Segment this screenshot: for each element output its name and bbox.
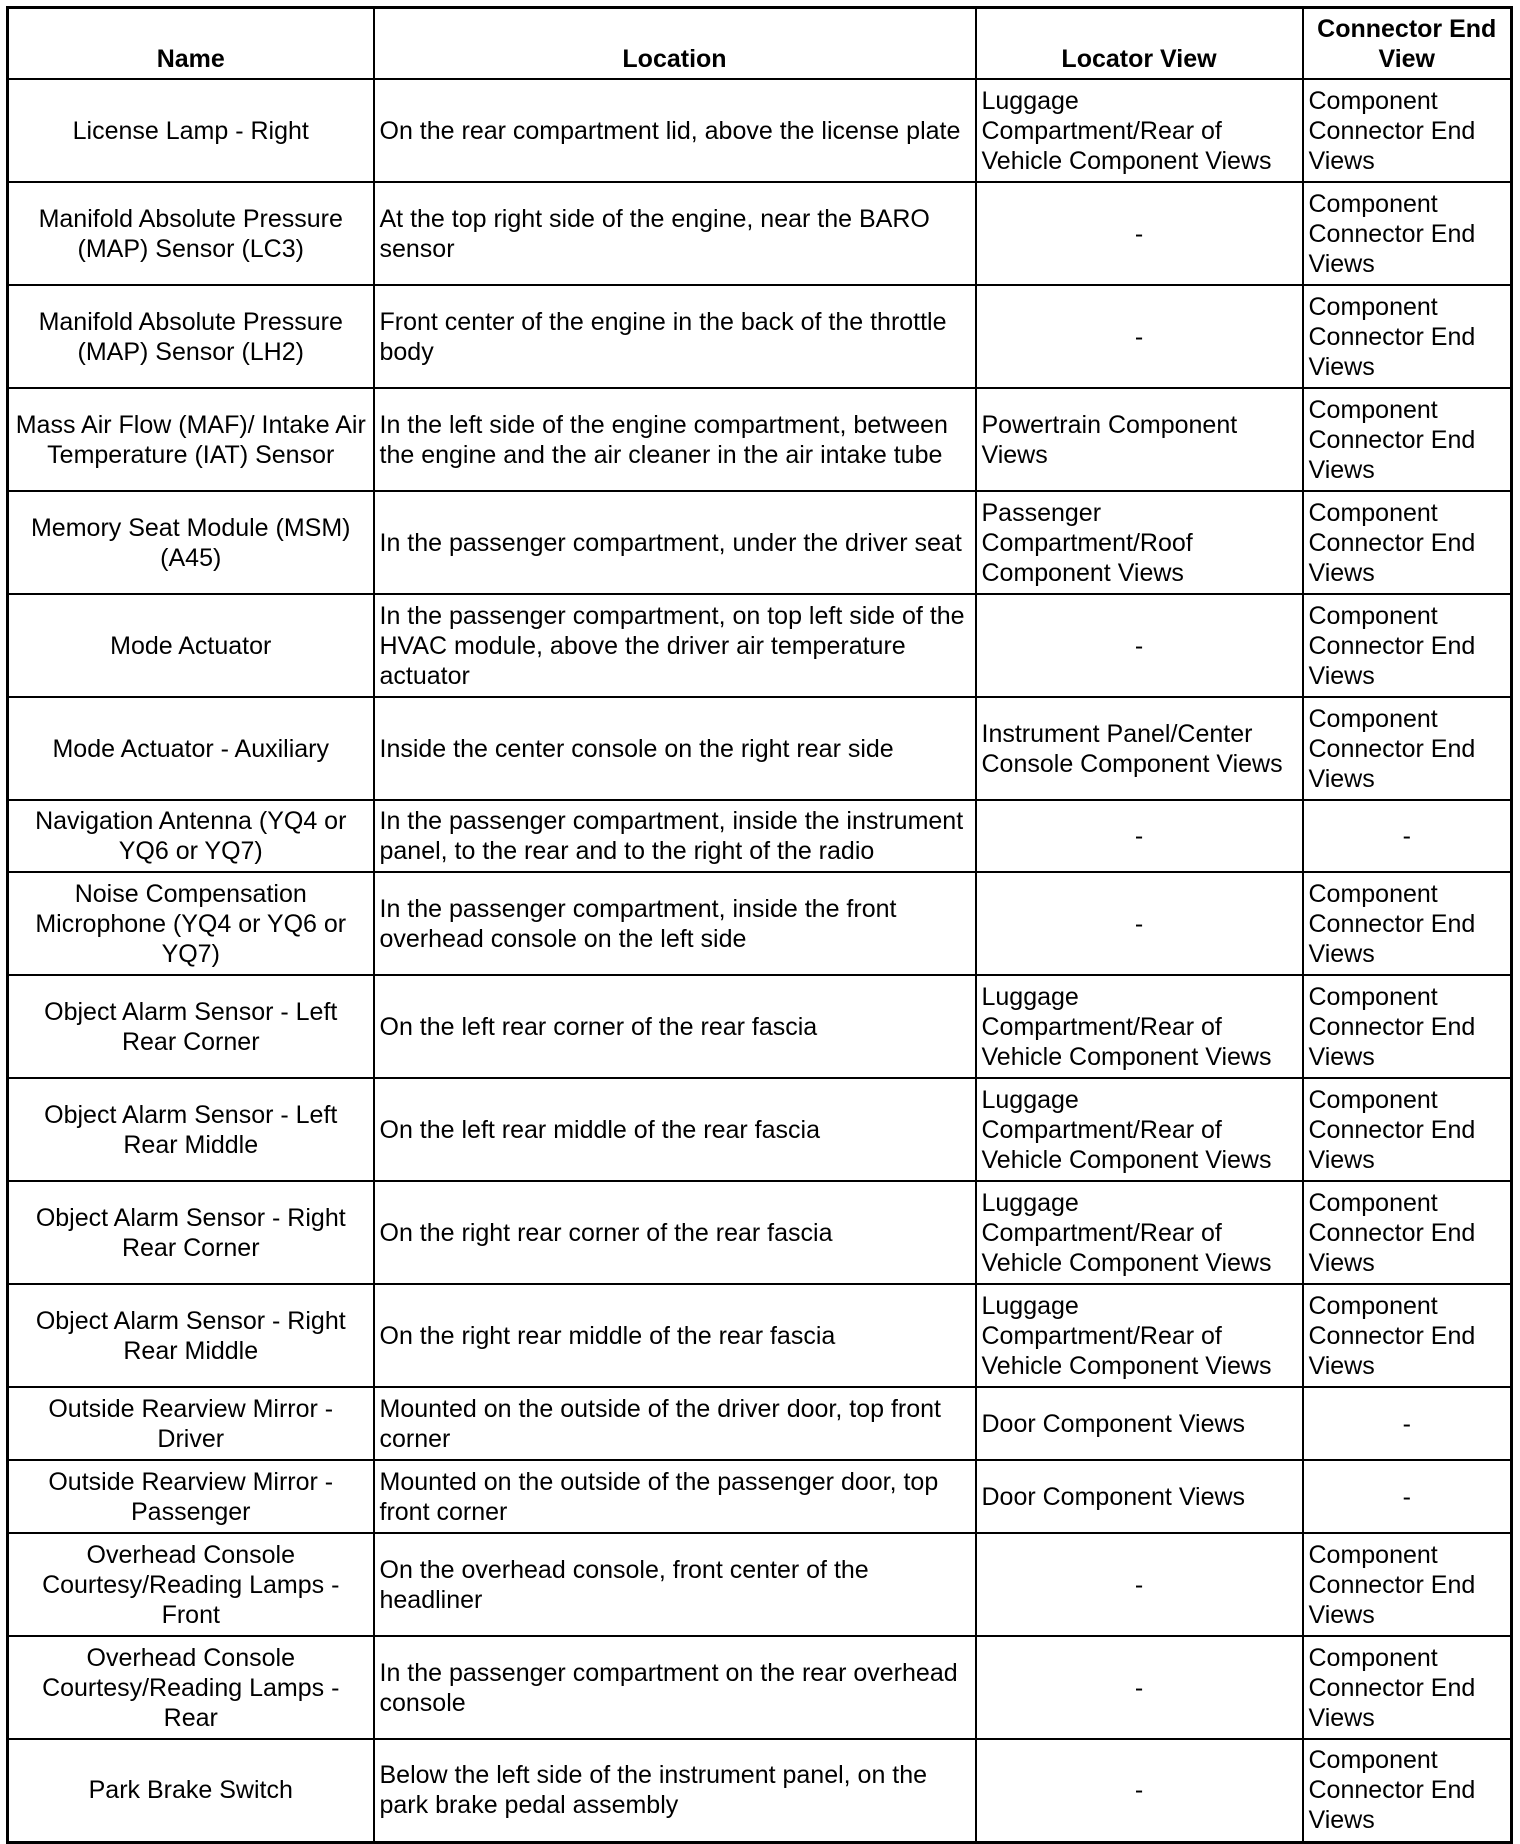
row-location-cell: In the passenger compartment, inside the front overhead console on the left side — [374, 872, 976, 975]
row-locator-view-cell: - — [976, 285, 1303, 388]
row-connector-end-view-cell: - — [1303, 800, 1512, 872]
table-row — [8, 1284, 1512, 1387]
row-location-cell: On the right rear middle of the rear fascia — [374, 1284, 976, 1387]
row-location-cell: Mounted on the outside of the driver door, top front corner — [374, 1387, 976, 1460]
row-connector-end-view-cell: Component Connector End Views — [1303, 1636, 1512, 1739]
row-name-cell: Manifold Absolute Pressure (MAP) Sensor (LC3) — [8, 182, 374, 285]
table-row — [8, 800, 1512, 872]
row-locator-view-cell: Luggage Compartment/Rear of Vehicle Component Views — [976, 1284, 1303, 1387]
table-row — [8, 182, 1512, 285]
row-connector-end-view-cell: Component Connector End Views — [1303, 1533, 1512, 1636]
row-name-cell: Mass Air Flow (MAF)/ Intake Air Temperature (IAT) Sensor — [8, 388, 374, 491]
row-name-cell: License Lamp - Right — [8, 79, 374, 182]
row-locator-view-cell: Door Component Views — [976, 1387, 1303, 1460]
row-name-cell: Mode Actuator - Auxiliary — [8, 697, 374, 800]
row-location-cell: In the passenger compartment, under the driver seat — [374, 491, 976, 594]
row-name-cell: Navigation Antenna (YQ4 or YQ6 or YQ7) — [8, 800, 374, 872]
row-locator-view-cell: - — [976, 182, 1303, 285]
header-row — [8, 8, 1512, 80]
row-name-cell: Object Alarm Sensor - Right Rear Corner — [8, 1181, 374, 1284]
row-location-cell: On the overhead console, front center of the headliner — [374, 1533, 976, 1636]
row-name-cell: Manifold Absolute Pressure (MAP) Sensor (LH2) — [8, 285, 374, 388]
row-connector-end-view-cell: Component Connector End Views — [1303, 1284, 1512, 1387]
table-row — [8, 1387, 1512, 1460]
row-location-cell: In the passenger compartment on the rear overhead console — [374, 1636, 976, 1739]
row-locator-view-cell: Door Component Views — [976, 1460, 1303, 1533]
row-name-cell: Object Alarm Sensor - Left Rear Middle — [8, 1078, 374, 1181]
table-row — [8, 594, 1512, 697]
component-locator-table-wrap — [6, 6, 1513, 1844]
row-locator-view-cell: - — [976, 800, 1303, 872]
row-name-cell: Outside Rearview Mirror - Driver — [8, 1387, 374, 1460]
header-connector-end-view: Connector End View — [1303, 8, 1512, 80]
table-row — [8, 1078, 1512, 1181]
row-name-cell: Outside Rearview Mirror - Passenger — [8, 1460, 374, 1533]
row-connector-end-view-cell: - — [1303, 1387, 1512, 1460]
row-location-cell: On the left rear middle of the rear fascia — [374, 1078, 976, 1181]
table-row — [8, 285, 1512, 388]
table-row — [8, 1739, 1512, 1842]
row-locator-view-cell: Passenger Compartment/Roof Component Views — [976, 491, 1303, 594]
row-locator-view-cell: - — [976, 872, 1303, 975]
row-name-cell: Memory Seat Module (MSM) (A45) — [8, 491, 374, 594]
table-row — [8, 1533, 1512, 1636]
row-connector-end-view-cell: Component Connector End Views — [1303, 285, 1512, 388]
table-row — [8, 79, 1512, 182]
row-connector-end-view-cell: Component Connector End Views — [1303, 79, 1512, 182]
row-location-cell: On the rear compartment lid, above the license plate — [374, 79, 976, 182]
row-location-cell: On the right rear corner of the rear fascia — [374, 1181, 976, 1284]
row-name-cell: Mode Actuator — [8, 594, 374, 697]
row-connector-end-view-cell: Component Connector End Views — [1303, 975, 1512, 1078]
row-connector-end-view-cell: Component Connector End Views — [1303, 697, 1512, 800]
row-location-cell: Mounted on the outside of the passenger door, top front corner — [374, 1460, 976, 1533]
row-connector-end-view-cell: Component Connector End Views — [1303, 594, 1512, 697]
row-location-cell: At the top right side of the engine, near the BARO sensor — [374, 182, 976, 285]
row-connector-end-view-cell: - — [1303, 1460, 1512, 1533]
row-name-cell: Noise Compensation Microphone (YQ4 or YQ6 or YQ7) — [8, 872, 374, 975]
table-row — [8, 975, 1512, 1078]
table-row — [8, 491, 1512, 594]
table-row — [8, 1460, 1512, 1533]
header-name: Name — [8, 8, 374, 80]
row-locator-view-cell: Instrument Panel/Center Console Component Views — [976, 697, 1303, 800]
row-locator-view-cell: - — [976, 594, 1303, 697]
row-locator-view-cell: - — [976, 1533, 1303, 1636]
header-locator-view: Locator View — [976, 8, 1303, 80]
row-connector-end-view-cell: Component Connector End Views — [1303, 1078, 1512, 1181]
row-locator-view-cell: Luggage Compartment/Rear of Vehicle Component Views — [976, 1181, 1303, 1284]
table-row — [8, 697, 1512, 800]
header-location: Location — [374, 8, 976, 80]
row-locator-view-cell: Luggage Compartment/Rear of Vehicle Component Views — [976, 79, 1303, 182]
row-locator-view-cell: Powertrain Component Views — [976, 388, 1303, 491]
table-row — [8, 1181, 1512, 1284]
row-name-cell: Object Alarm Sensor - Right Rear Middle — [8, 1284, 374, 1387]
row-name-cell: Object Alarm Sensor - Left Rear Corner — [8, 975, 374, 1078]
table-row — [8, 1636, 1512, 1739]
row-location-cell: Inside the center console on the right rear side — [374, 697, 976, 800]
row-location-cell: Front center of the engine in the back of the throttle body — [374, 285, 976, 388]
row-location-cell: Below the left side of the instrument panel, on the park brake pedal assembly — [374, 1739, 976, 1842]
row-location-cell: In the passenger compartment, inside the instrument panel, to the rear and to the right of the radio — [374, 800, 976, 872]
row-location-cell: On the left rear corner of the rear fascia — [374, 975, 976, 1078]
row-locator-view-cell: - — [976, 1636, 1303, 1739]
row-name-cell: Overhead Console Courtesy/Reading Lamps - Front — [8, 1533, 374, 1636]
row-connector-end-view-cell: Component Connector End Views — [1303, 182, 1512, 285]
row-location-cell: In the left side of the engine compartment, between the engine and the air cleaner in the air intake tube — [374, 388, 976, 491]
row-name-cell: Overhead Console Courtesy/Reading Lamps - Rear — [8, 1636, 374, 1739]
component-locator-table — [6, 6, 1513, 1844]
row-locator-view-cell: Luggage Compartment/Rear of Vehicle Component Views — [976, 975, 1303, 1078]
row-locator-view-cell: - — [976, 1739, 1303, 1842]
row-connector-end-view-cell: Component Connector End Views — [1303, 388, 1512, 491]
row-location-cell: In the passenger compartment, on top left side of the HVAC module, above the driver air temperature actuator — [374, 594, 976, 697]
row-name-cell: Park Brake Switch — [8, 1739, 374, 1842]
table-row — [8, 388, 1512, 491]
table-row — [8, 872, 1512, 975]
row-locator-view-cell: Luggage Compartment/Rear of Vehicle Component Views — [976, 1078, 1303, 1181]
row-connector-end-view-cell: Component Connector End Views — [1303, 1739, 1512, 1842]
row-connector-end-view-cell: Component Connector End Views — [1303, 491, 1512, 594]
row-connector-end-view-cell: Component Connector End Views — [1303, 1181, 1512, 1284]
row-connector-end-view-cell: Component Connector End Views — [1303, 872, 1512, 975]
